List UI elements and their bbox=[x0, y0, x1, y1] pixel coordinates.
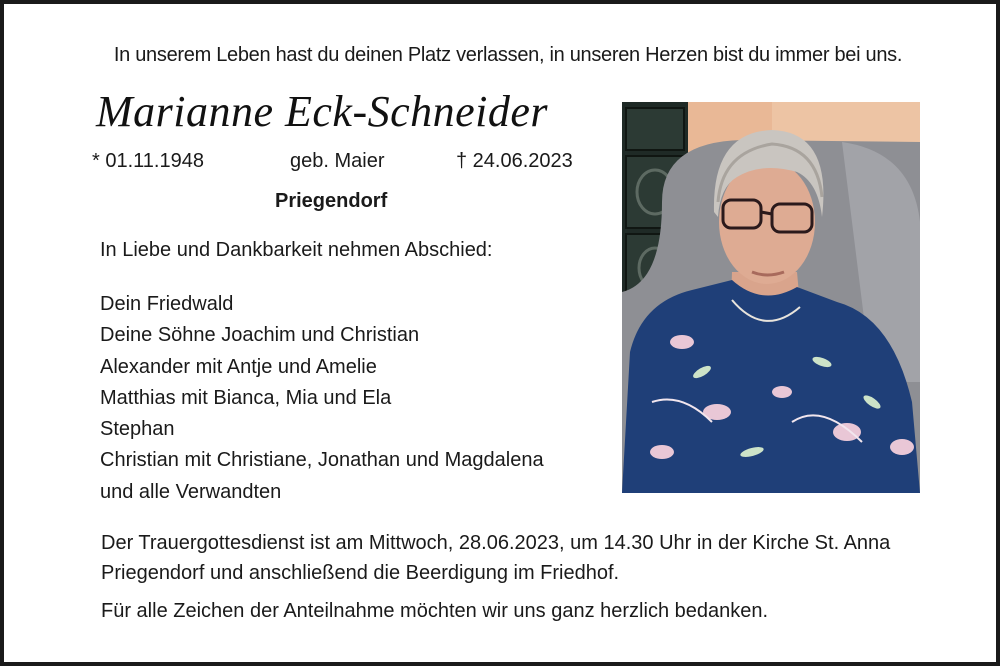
mourner-line: Matthias mit Bianca, Mia und Ela bbox=[100, 386, 392, 409]
mourners-list bbox=[100, 289, 544, 508]
birth-name: geb. Maier bbox=[290, 150, 385, 172]
mourner-line: Deine Söhne Joachim und Christian bbox=[100, 324, 420, 347]
hometown: Priegendorf bbox=[275, 190, 388, 212]
death-date: † 24.06.2023 bbox=[456, 150, 573, 172]
farewell-intro: In Liebe und Dankbarkeit nehmen Abschied: bbox=[100, 239, 493, 261]
birth-date: * 01.11.1948 bbox=[92, 150, 204, 172]
service-line: Der Trauergottesdienst ist am Mittwoch, 28.06.2023, um 14.30 Uhr in der Kirche St. Anna bbox=[101, 532, 891, 554]
mourner-line: Christian mit Christiane, Jonathan und Magdalena bbox=[100, 449, 544, 472]
service-info bbox=[101, 528, 890, 588]
mourner-line: Dein Friedwald bbox=[100, 293, 234, 315]
motto-text: In unserem Leben hast du deinen Platz verlassen, in unseren Herzen bist du immer bei uns. bbox=[113, 44, 903, 66]
mourner-line: Stephan bbox=[100, 418, 175, 441]
thanks-text: Für alle Zeichen der Anteilnahme möchten wir uns ganz herzlich bedanken. bbox=[101, 600, 769, 622]
mourner-line: Alexander mit Antje und Amelie bbox=[100, 355, 377, 378]
portrait-photo bbox=[622, 102, 920, 493]
mourner-line: und alle Verwandten bbox=[100, 480, 282, 503]
deceased-name: Marianne Eck-Schneider bbox=[96, 87, 549, 136]
portrait-illustration bbox=[622, 102, 920, 493]
service-line: Priegendorf und anschließend die Beerdigung im Friedhof. bbox=[101, 562, 620, 584]
